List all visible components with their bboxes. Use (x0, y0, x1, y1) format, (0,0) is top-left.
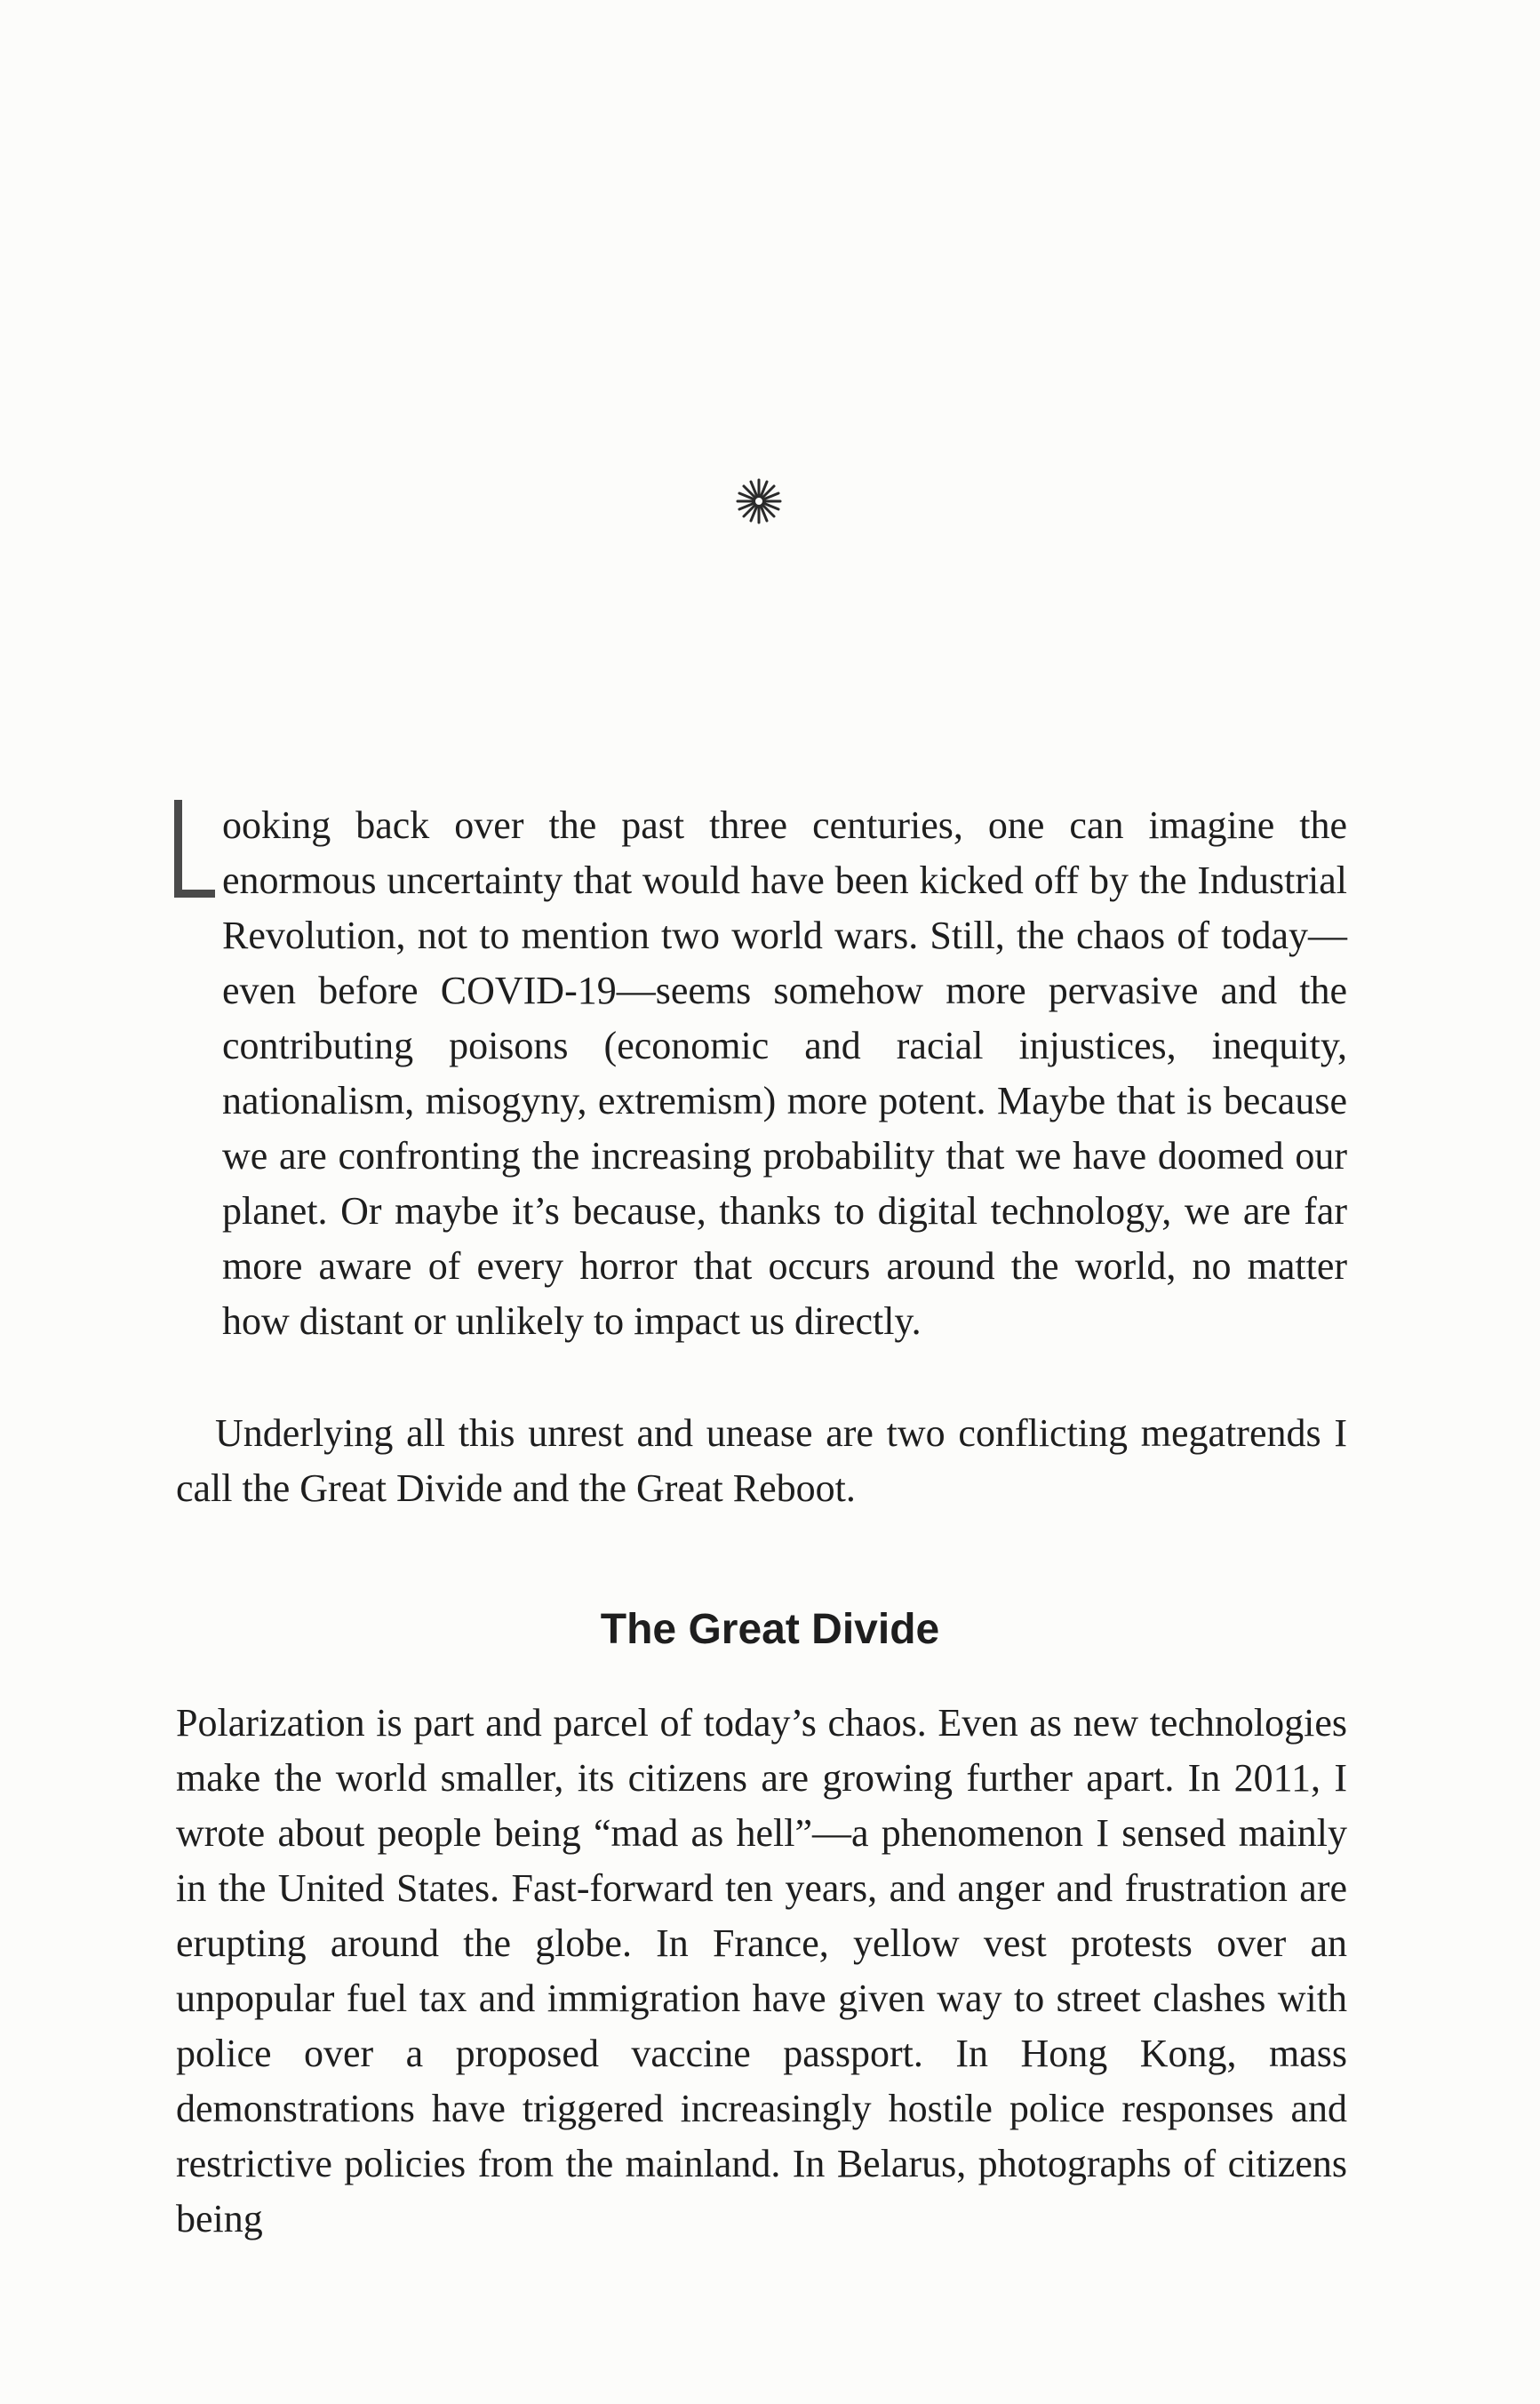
second-paragraph: Underlying all this unrest and unease are two conflicting megatrends I call the Great Divide and the Great Reboot. (176, 1411, 1347, 1510)
section-paragraph: Polarization is part and parcel of today’s chaos. Even as new technologies make the world smaller, its citizens are growing further apart. In 2011, I wrote about people being “mad as hell”—a phenomenon I sensed mainly in the United States. Fast-forward ten years, and anger and frustration are erupting around the globe. In France, yellow vest protests over an unpopular fuel tax and immigration have given way to street clashes with police over a proposed vaccine passport. In Hong Kong, mass demonstrations have triggered increasingly hostile police responses and restrictive policies from the mainland. In Belarus, photographs of citizens being (176, 1701, 1347, 2240)
section-heading: The Great Divide (600, 1606, 940, 1653)
asterisk-ornament-icon (734, 476, 784, 526)
opening-paragraph-text: ooking back over the past three centuries, one can imagine the enormous uncertainty that would have been kicked off by the Industrial Revolution, not to mention two world wars. Still, the chaos of today—even before COVID-19—seems somehow more pervasive and the contributing poisons (economic and racial injustices, inequity, nationalism, misogyny, extremism) more potent. Maybe that is because we are confronting the increasing probability that we have doomed our planet. Or maybe it’s because, thanks to digital technology, we are far more aware of every horror that occurs around the world, no matter how distant or unlikely to impact us directly. (222, 803, 1347, 1343)
opening-paragraph (176, 798, 1347, 1349)
